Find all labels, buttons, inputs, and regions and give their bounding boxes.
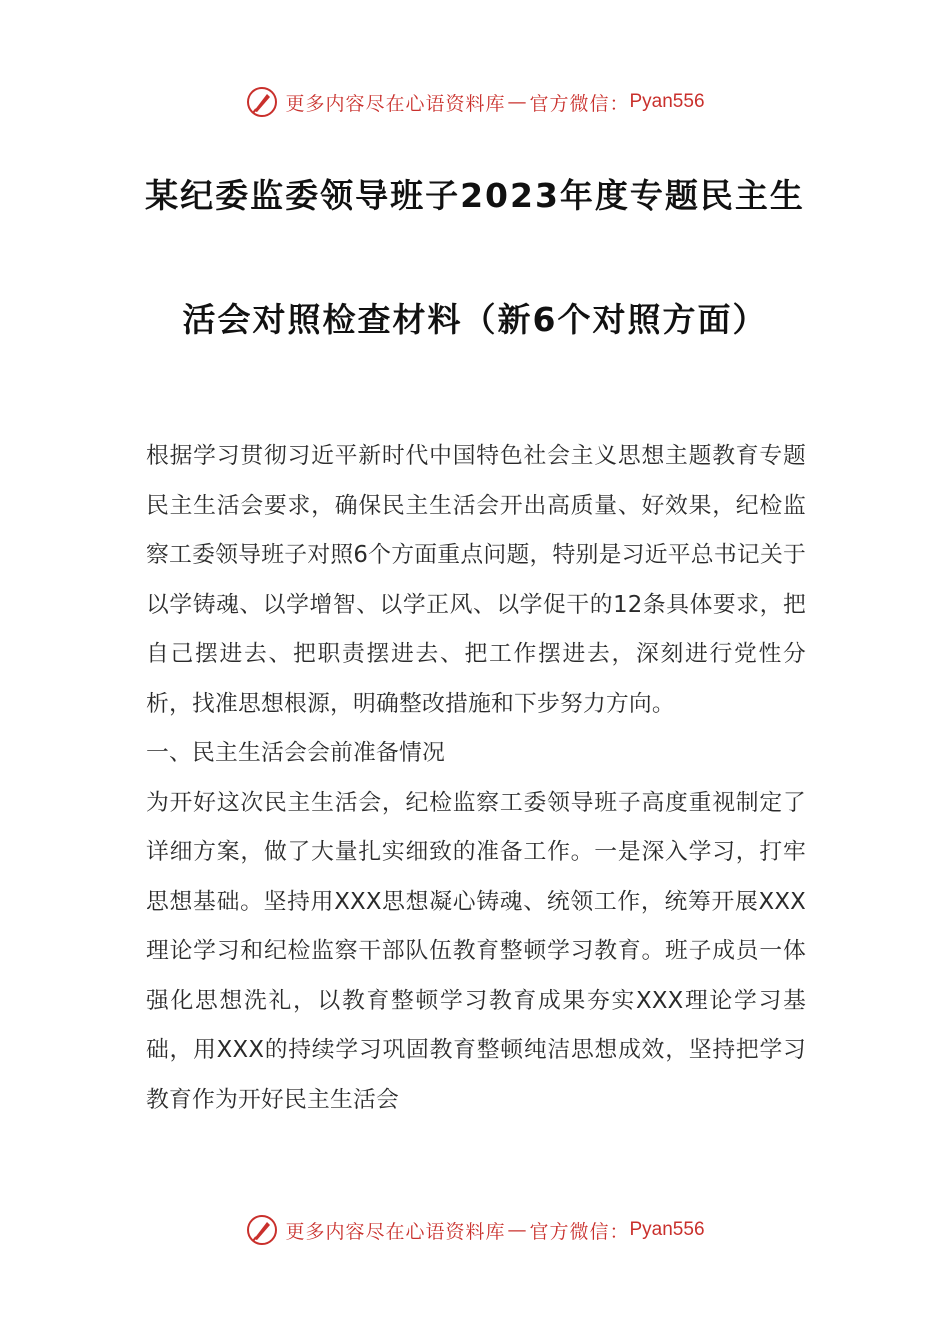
quill-pen-icon [245,1213,279,1247]
quill-pen-icon [245,85,279,119]
watermark-header [0,82,950,122]
watermark-handle: Pyan556 [629,1219,705,1240]
watermark-footer [0,1210,950,1250]
document-title-line-2: 活会对照检查材料（新6个对照方面） [182,300,768,339]
document-body [146,432,806,1125]
document-title-line-1: 某纪委监委领导班子2023年度专题民主生 [145,176,805,215]
watermark-handle: Pyan556 [629,91,705,112]
section-heading: 一、民主生活会会前准备情况 [146,740,445,766]
paragraph-preparation: 为开好这次民主生活会，纪检监察工委领导班子高度重视制定了详细方案，做了大量扎实细致的准备工作。一是深入学习，打牢思想基础。坚持用XXX思想凝心铸魂、统领工作，统筹开展XXX理论学习和纪检监察干部队伍教育整顿学习教育。班子成员一体强化思想洗礼，以教育整顿学习教育成果夯实XXX理论学习基础，用XXX的持续学习巩固教育整顿纯洁思想成效，坚持把学习教育作为开好民主生活会 [146,789,806,1113]
watermark-text: 更多内容尽在心语资料库 [285,92,506,115]
watermark-text: 更多内容尽在心语资料库 [285,1220,506,1243]
watermark-wechat-label: 官方微信： [529,1220,630,1243]
watermark-separator: — [507,91,528,113]
watermark-wechat-label: 官方微信： [529,92,630,115]
watermark-separator: — [507,1219,528,1241]
paragraph-intro: 根据学习贯彻习近平新时代中国特色社会主义思想主题教育专题民主生活会要求，确保民主生活会开出高质量、好效果，纪检监察工委领导班子对照6个方面重点问题，特别是习近平总书记关于以学铸魂、以学增智、以学正风、以学促干的12条具体要求，把自己摆进去、把职责摆进去、把工作摆进去，深刻进行党性分析，找准思想根源，明确整改措施和下步努力方向。 [146,443,806,717]
